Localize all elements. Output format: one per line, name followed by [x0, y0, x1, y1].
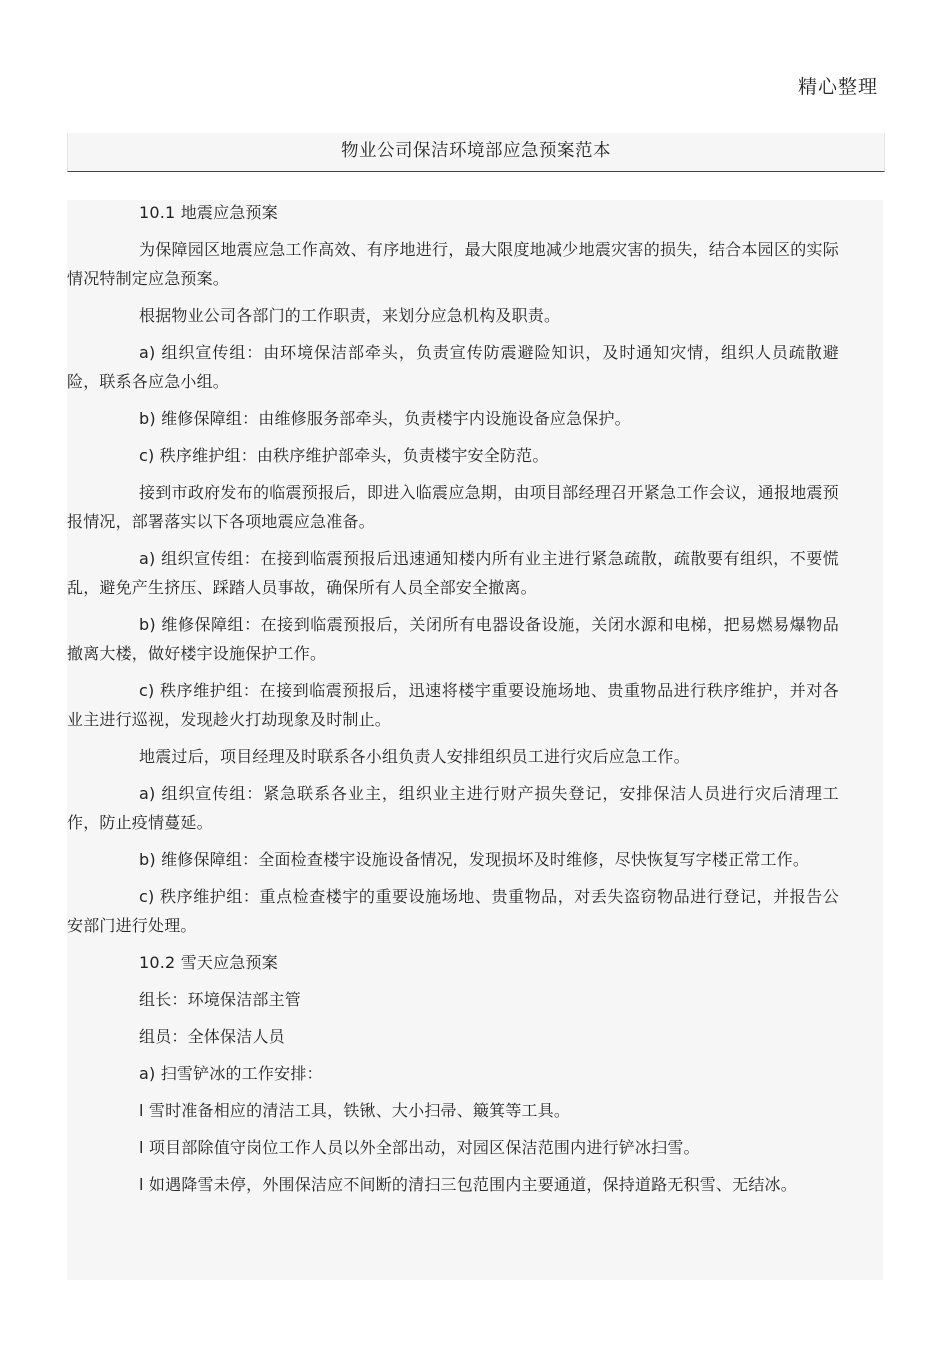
list-item: c) 秩序维护组：在接到临震预报后，迅速将楼宇重要设施场地、贵重物品进行秩序维护，并对各业主进行巡视，发现趁火打劫现象及时制止。 — [67, 681, 839, 729]
bullet-item: l 雪时准备相应的清洁工具，铁锹、大小扫帚、簸箕等工具。 — [139, 1101, 571, 1120]
paragraph: 为保障园区地震应急工作高效、有序地进行，最大限度地减少地震灾害的损失，结合本园区的实际情况特制定应急预案。 — [67, 240, 839, 288]
paragraph: 组员：全体保洁人员 — [139, 1027, 285, 1046]
list-item: a) 组织宣传组：紧急联系各业主，组织业主进行财产损失登记，安排保洁人员进行灾后清理工作，防止疫情蔓延。 — [67, 784, 839, 832]
section-heading-snow: 10.2 雪天应急预案 — [139, 953, 278, 972]
list-item: a) 组织宣传组：在接到临震预报后迅速通知楼内所有业主进行紧急疏散，疏散要有组织，不要慌乱，避免产生挤压、踩踏人员事故，确保所有人员全部安全撤离。 — [67, 549, 839, 597]
list-item: a) 扫雪铲冰的工作安排： — [139, 1064, 323, 1083]
list-item: b) 维修保障组：全面检查楼宇设施设备情况，发现损坏及时维修，尽快恢复写字楼正常工作。 — [139, 850, 810, 869]
document-title: 物业公司保洁环境部应急预案范本 — [341, 141, 611, 161]
list-item: b) 维修保障组：由维修服务部牵头，负责楼宇内设施设备应急保护。 — [139, 409, 631, 428]
paragraph: 组长：环境保洁部主管 — [139, 990, 302, 1009]
list-item: c) 秩序维护组：由秩序维护部牵头，负责楼宇安全防范。 — [139, 446, 549, 465]
paragraph: 根据物业公司各部门的工作职责，来划分应急机构及职责。 — [139, 306, 561, 325]
page-header-note: 精心整理 — [797, 76, 878, 98]
paragraph: 接到市政府发布的临震预报后，即进入临震应急期，由项目部经理召开紧急工作会议，通报地震预报情况，部署落实以下各项地震应急准备。 — [67, 483, 839, 531]
paragraph: 地震过后，项目经理及时联系各小组负责人安排组织员工进行灾后应急工作。 — [139, 747, 690, 766]
section-heading-earthquake: 10.1 地震应急预案 — [139, 203, 278, 222]
list-item: c) 秩序维护组：重点检查楼宇的重要设施场地、贵重物品，对丢失盗窃物品进行登记，并报告公安部门进行处理。 — [67, 887, 839, 935]
list-item: b) 维修保障组：在接到临震预报后，关闭所有电器设备设施，关闭水源和电梯，把易燃易爆物品撤离大楼，做好楼宇设施保护工作。 — [67, 615, 839, 663]
document-body — [67, 200, 839, 1207]
title-band — [67, 133, 885, 172]
list-item: a) 组织宣传组：由环境保洁部牵头，负责宣传防震避险知识，及时通知灾情，组织人员疏散避险，联系各应急小组。 — [67, 343, 839, 391]
bullet-item: l 项目部除值守岗位工作人员以外全部出动，对园区保洁范围内进行铲冰扫雪。 — [139, 1138, 700, 1157]
bullet-item: l 如遇降雪未停，外围保洁应不间断的清扫三包范围内主要通道，保持道路无积雪、无结冰。 — [139, 1175, 797, 1194]
